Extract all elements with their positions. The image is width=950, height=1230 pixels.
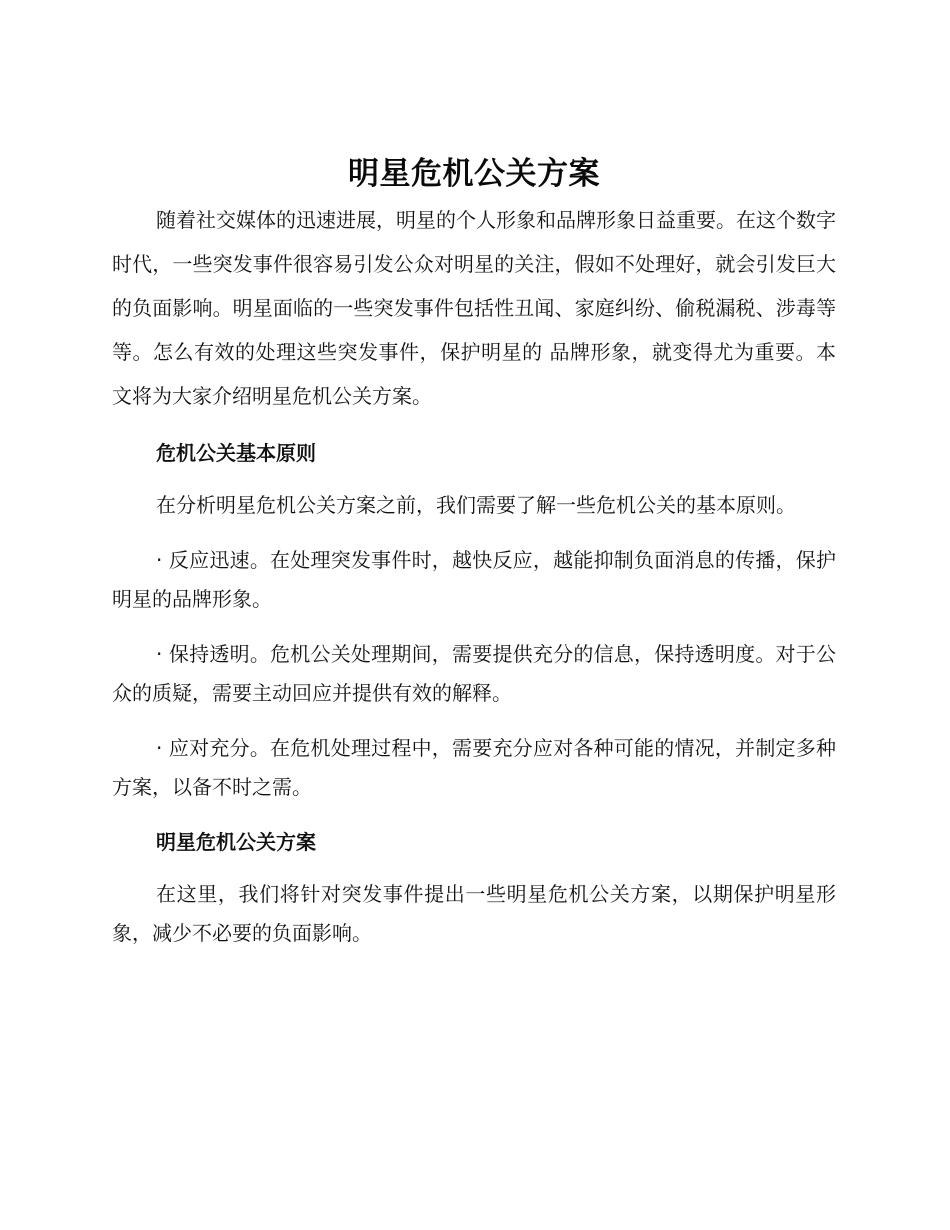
section-heading-plans: 明星危机公关方案 [156,830,316,854]
principle-text-2: · 保持透明。危机公关处理期间，需要提供充分的信息，保持透明度。对于公众的质疑，需要主动回应并提供有效的解释。 [112,642,836,705]
plans-lead-paragraph: 在这里，我们将针对突发事件提出一些明星危机公关方案，以期保护明星形象，减少不必要的负面影响。 [112,882,836,945]
principles-lead-block [112,486,836,525]
principle-item-1 [112,541,836,619]
principles-lead-paragraph: 在分析明星危机公关方案之前，我们需要了解一些危机公关的基本原则。 [156,493,796,517]
section-heading-principles: 危机公关基本原则 [156,441,316,465]
principle-text-3: · 应对充分。在危机处理过程中，需要充分应对各种可能的情况，并制定多种方案，以备不时之需。 [112,736,836,799]
intro-paragraph: 随着社交媒体的迅速进展，明星的个人形象和品牌形象日益重要。在这个数字时代，一些突发事件很容易引发公众对明星的关注，假如不处理好，就会引发巨大的负面影响。明星面临的一些突发事件包括性丑闻、家庭纠纷、偷税漏税、涉毒等等。怎么有效的处理这些突发事件，保护明星的 品牌形象，就变得尤为重要。本文将为大家介绍明星危机公关方案。 [112,208,836,408]
principle-item-2 [112,635,836,713]
principle-text-1: · 反应迅速。在处理突发事件时，越快反应，越能抑制负面消息的传播，保护明星的品牌形象。 [112,548,836,611]
plans-lead-block [112,875,836,953]
document-title: 明星危机公关方案 [348,156,600,192]
principle-item-3 [112,729,836,807]
